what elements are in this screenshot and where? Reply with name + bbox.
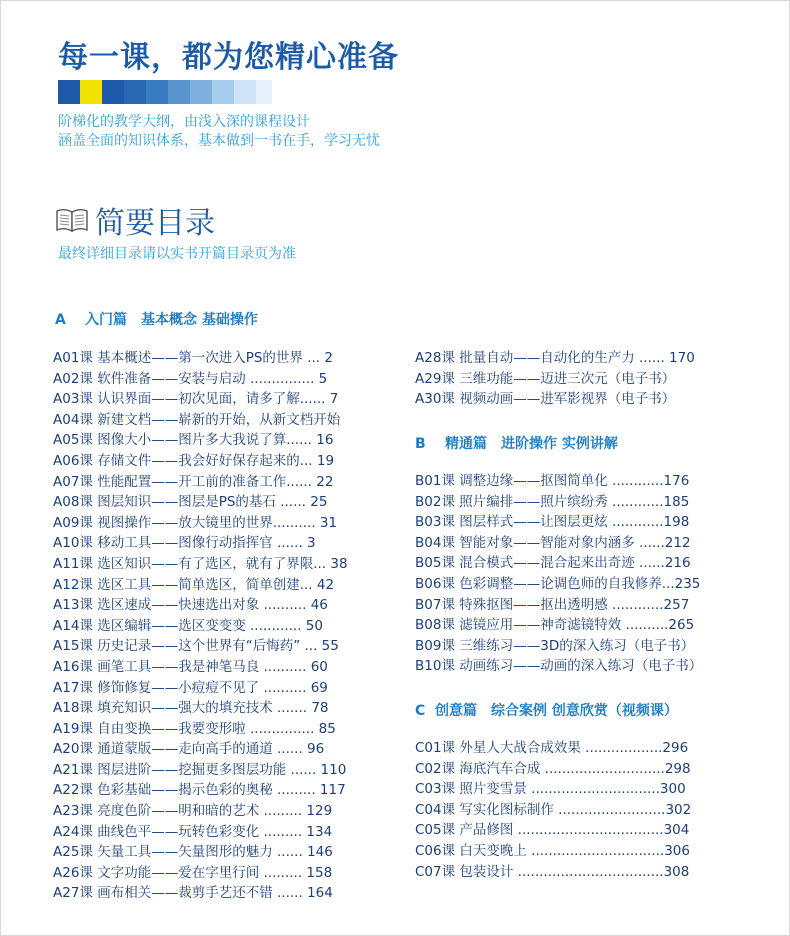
section-letter: A xyxy=(55,312,66,328)
toc-entry: A23课 亮度色阶——明和暗的艺术 ......... 129 xyxy=(53,803,333,820)
toc-entry: A09课 视图操作——放大镜里的世界.......... 31 xyxy=(53,514,338,531)
section-letter: C xyxy=(415,703,426,719)
toc-entry: A17课 修饰修复——小痘痘不见了 .......... 69 xyxy=(53,679,328,696)
section-b-heading xyxy=(415,433,618,453)
color-bar-segment xyxy=(190,80,212,104)
toc-entry: C01课 外星人大战合成效果 ..................296 xyxy=(415,740,689,756)
toc-heading xyxy=(55,198,215,242)
toc-entry: B01课 调整边缘——抠图简单化 ............176 xyxy=(415,473,690,489)
color-bar-segment xyxy=(124,80,146,104)
toc-entry: A10课 移动工具——图像行动指挥官 ...... 3 xyxy=(53,535,316,552)
toc-entry: A16课 画笔工具——我是神笔马良 .......... 60 xyxy=(53,658,328,675)
toc-entry: A30课 视频动画——进军影视界（电子书） xyxy=(415,391,676,408)
section-desc: 进阶操作 实例讲解 xyxy=(501,436,618,452)
section-c-list xyxy=(415,738,691,882)
toc-entry: B07课 特殊抠图——抠出透明感 ............257 xyxy=(415,596,690,613)
book-icon xyxy=(55,207,89,233)
toc-entry: B03课 图层样式——让图层更炫 ............198 xyxy=(415,514,690,531)
toc-entry: A01课 基本概述——第一次进入PS的世界 ... 2 xyxy=(53,350,333,366)
toc-entry: A24课 曲线色平——玩转色彩变化 ......... 134 xyxy=(53,823,333,840)
toc-entry: B04课 智能对象——智能对象内涵多 ......212 xyxy=(415,534,691,551)
color-bar-segment xyxy=(256,80,272,104)
toc-entry: A20课 通道蒙版——走向高手的通道 ...... 96 xyxy=(53,741,325,758)
section-desc: 基本概念 基础操作 xyxy=(141,312,258,328)
toc-entry: A28课 批量自动——自动化的生产力 ...... 170 xyxy=(415,350,695,366)
section-desc: 综合案例 创意欣赏（视频课） xyxy=(491,703,678,719)
page-title: 每一课，都为您精心准备 xyxy=(58,40,399,75)
color-bar-segment xyxy=(168,80,190,104)
section-c-heading xyxy=(415,700,678,720)
toc-entry: C05课 产品修图 ..................................304 xyxy=(415,822,690,839)
section-a-list-left xyxy=(53,348,348,904)
section-name: 精通篇 xyxy=(445,436,487,452)
toc-entry: A26课 文字功能——爱在字里行间 ......... 158 xyxy=(53,864,333,881)
toc-entry: C02课 海底汽车合成 ............................298 xyxy=(415,760,691,777)
color-bar-segment xyxy=(212,80,234,104)
color-bar-segment xyxy=(102,80,124,104)
color-bar-segment xyxy=(234,80,256,104)
toc-entry: C03课 照片变雪景 ..............................300 xyxy=(415,781,686,798)
section-a-heading xyxy=(55,309,258,329)
toc-entry: B09课 三维练习——3D的深入练习（电子书） xyxy=(415,637,695,654)
toc-entry: A08课 图层知识——图层是PS的基石 ...... 25 xyxy=(53,494,328,511)
toc-entry: A15课 历史记录——这个世界有“后悔药” ... 55 xyxy=(53,638,339,655)
toc-entry: A03课 认识界面——初次见面，请多了解...... 7 xyxy=(53,391,339,408)
toc-entry: B08课 滤镜应用——神奇滤镜特效 ..........265 xyxy=(415,617,695,634)
toc-entry: A04课 新建文档——崭新的开始，从新文档开始 xyxy=(53,411,341,428)
toc-entry: A25课 矢量工具——矢量图形的魅力 ...... 146 xyxy=(53,844,333,861)
toc-entry: B02课 照片编排——照片缤纷秀 ............185 xyxy=(415,493,690,510)
toc-entry: A21课 图层进阶——挖掘更多图层功能 ...... 110 xyxy=(53,761,347,778)
section-name: 入门篇 xyxy=(85,312,127,328)
subtitle-line-1: 阶梯化的教学大纲，由浅入深的课程设计 xyxy=(58,114,310,130)
section-a-list-right xyxy=(415,348,695,410)
toc-title: 简要目录 xyxy=(95,206,215,241)
toc-entry: B05课 混合模式——混合起来出奇迹 ......216 xyxy=(415,555,691,572)
color-bar-segment xyxy=(58,80,80,104)
color-bar-segment xyxy=(146,80,168,104)
color-bar-segment xyxy=(80,80,102,104)
toc-entry: A02课 软件准备——安装与启动 ............... 5 xyxy=(53,370,328,387)
toc-entry: A22课 色彩基础——揭示色彩的奥秘 ......... 117 xyxy=(53,782,346,799)
subtitle-line-2: 涵盖全面的知识体系，基本做到一书在手，学习无忧 xyxy=(58,133,380,149)
toc-entry: A12课 选区工具——简单选区，简单创建... 42 xyxy=(53,576,335,593)
toc-entry: C06课 白天变晚上 ...............................306 xyxy=(415,842,690,859)
toc-entry: A29课 三维功能——迈进三次元（电子书） xyxy=(415,370,676,387)
toc-entry: A18课 填充知识——强大的填充技术 ....... 78 xyxy=(53,700,329,717)
toc-entry: A27课 画布相关——裁剪手艺还不错 ...... 164 xyxy=(53,885,333,902)
toc-entry: A05课 图像大小——图片多大我说了算...... 16 xyxy=(53,432,334,449)
toc-entry: B10课 动画练习——动画的深入练习（电子书） xyxy=(415,658,703,675)
section-b-list xyxy=(415,471,702,677)
toc-entry: C07课 包装设计 ..................................308 xyxy=(415,863,690,880)
section-letter: B xyxy=(415,436,426,452)
toc-entry: A13课 选区速成——快速选出对象 .......... 46 xyxy=(53,597,328,614)
toc-entry: A07课 性能配置——开工前的准备工作...... 22 xyxy=(53,473,334,490)
toc-entry: A11课 选区知识——有了选区，就有了界限... 38 xyxy=(53,555,348,572)
section-name: 创意篇 xyxy=(435,703,477,719)
toc-entry: A06课 存储文件——我会好好保存起来的... 19 xyxy=(53,452,335,469)
toc-note: 最终详细目录请以实书开篇目录页为准 xyxy=(58,246,296,262)
toc-entry: A19课 自由变换——我要变形啦 ............... 85 xyxy=(53,720,336,737)
toc-entry: B06课 色彩调整——论调色师的自我修养...235 xyxy=(415,575,701,592)
toc-entry: A14课 选区编辑——选区变变变 ............ 50 xyxy=(53,617,323,634)
toc-entry: C04课 写实化图标制作 .........................302 xyxy=(415,801,692,818)
color-bar xyxy=(58,80,272,104)
